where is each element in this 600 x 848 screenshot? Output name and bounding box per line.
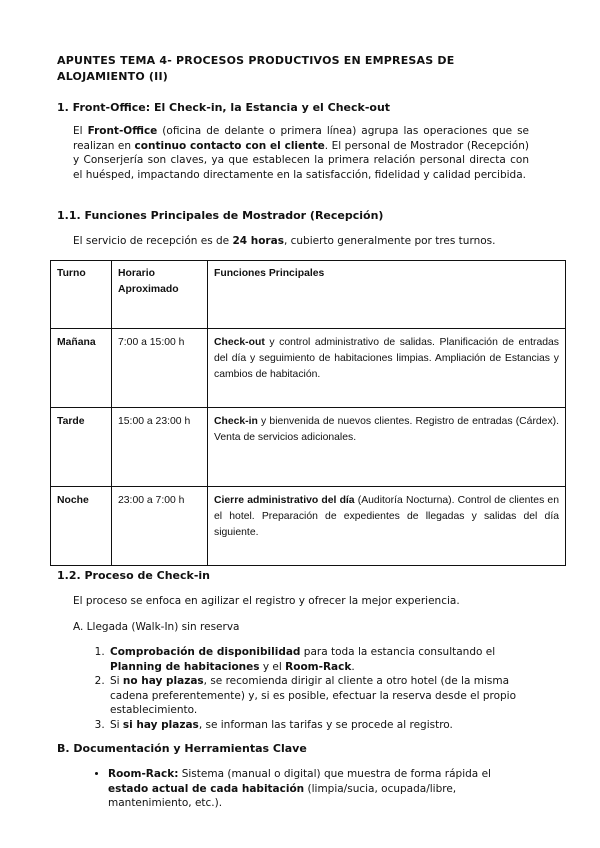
turno-cell: Noche bbox=[57, 495, 89, 506]
table-header-turno: Turno bbox=[57, 268, 86, 279]
funciones-cell: Check-in y bienvenida de nuevos clientes. Registro de entradas (Cárdex). Venta de servicios adicionales. bbox=[208, 408, 566, 487]
section-1-1-heading: 1.1. Funciones Principales de Mostrador (Recepción) bbox=[57, 209, 384, 222]
section-1-2-intro: El proceso se enfoca en agilizar el registro y ofrecer la mejor experiencia. bbox=[73, 595, 460, 607]
reception-shifts-table bbox=[50, 260, 566, 566]
section-1-2-heading: 1.2. Proceso de Check-in bbox=[57, 569, 210, 582]
table-row bbox=[51, 487, 566, 566]
table-row bbox=[51, 329, 566, 408]
list-item: 1. Comprobación de disponibilidad para toda la estancia consultando el Planning de habitaciones y el Room-Rack. bbox=[108, 645, 528, 674]
list-item: • Room-Rack: Sistema (manual o digital) que muestra de forma rápida el estado actual de cada habitación (limpia/sucia, ocupada/libre, mantenimiento, etc.). bbox=[108, 767, 528, 811]
document-title: APUNTES TEMA 4- PROCESOS PRODUCTIVOS EN EMPRESAS DE ALOJAMIENTO (II) bbox=[57, 54, 455, 83]
section-1-paragraph: El Front-Office (oficina de delante o primera línea) agrupa las operaciones que se realizan en continuo contacto con el cliente. El personal de Mostrador (Recepción) y Conserjería son claves, ya que establecen la primera relación personal directa con el huésped, impactando directamente en la satisfacción, fidelidad y calidad percibida. bbox=[73, 125, 530, 181]
table-header-funciones: Funciones Principales bbox=[214, 268, 325, 279]
turno-cell: Mañana bbox=[57, 337, 96, 348]
turno-cell: Tarde bbox=[57, 416, 85, 427]
table-header-row bbox=[51, 261, 566, 329]
walk-in-steps-list bbox=[90, 645, 528, 732]
list-item: 3. Si si hay plazas, se informan las tarifas y se procede al registro. bbox=[108, 718, 528, 733]
horario-cell: 7:00 a 15:00 h bbox=[118, 337, 185, 348]
subsection-b-heading: B. Documentación y Herramientas Clave bbox=[57, 742, 307, 755]
list-item: 2. Si no hay plazas, se recomienda dirigir al cliente a otro hotel (de la misma cadena preferentemente) y, si es posible, efectuar la reserva desde el propio establecimiento. bbox=[108, 674, 528, 718]
horario-cell: 15:00 a 23:00 h bbox=[118, 416, 191, 427]
table-header-horario: Horario Aproximado bbox=[118, 268, 179, 295]
table-row bbox=[51, 408, 566, 487]
funciones-cell: Check-out y control administrativo de salidas. Planificación de entradas del día y seguimiento de habitaciones limpias. Ampliación de Estancias y cambios de habitación. bbox=[208, 329, 566, 408]
key-tools-list bbox=[92, 767, 528, 811]
section-1-heading: 1. Front-Office: El Check-in, la Estancia y el Check-out bbox=[57, 101, 391, 114]
funciones-cell: Cierre administrativo del día (Auditoría Nocturna). Control de clientes en el hotel. Preparación de expedientes de llegadas y salidas del día siguiente. bbox=[208, 487, 566, 566]
section-1-1-paragraph: El servicio de recepción es de 24 horas, cubierto generalmente por tres turnos. bbox=[73, 235, 496, 247]
subsection-a-heading: A. Llegada (Walk-In) sin reserva bbox=[73, 621, 240, 633]
horario-cell: 23:00 a 7:00 h bbox=[118, 495, 185, 506]
